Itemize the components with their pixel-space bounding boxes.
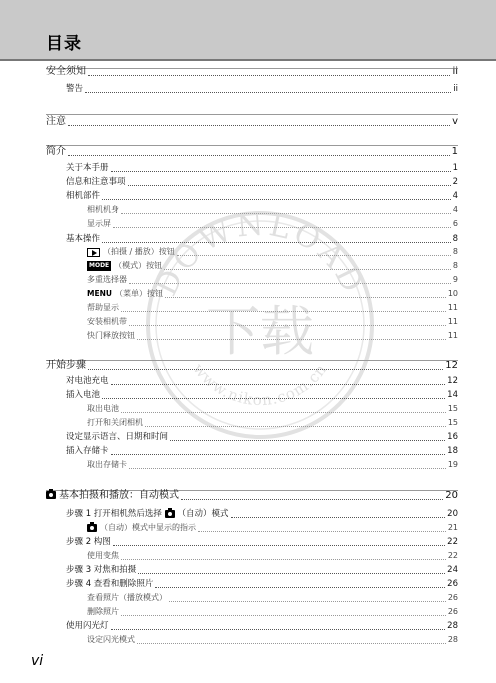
toc-page-number: 10	[447, 289, 458, 298]
toc-entry-label	[46, 360, 86, 372]
dot-leader	[129, 325, 446, 326]
toc-entry-label	[87, 459, 127, 471]
toc-entry[interactable]	[46, 66, 458, 78]
toc-entry[interactable]	[66, 536, 458, 548]
toc-entry-label	[46, 146, 66, 158]
toc-entry[interactable]	[46, 116, 458, 128]
dot-leader	[137, 339, 446, 340]
toc-entry-label	[87, 330, 135, 342]
toc-page-number: 8	[452, 247, 458, 256]
toc-entry-text: （自动）模式中显示的指示	[100, 523, 196, 532]
dot-leader	[165, 297, 446, 298]
toc-page-number: 26	[447, 593, 458, 602]
page-header	[0, 0, 496, 61]
toc-entry-text: 相机部件	[66, 191, 101, 201]
toc-page-number: 1	[452, 163, 458, 173]
toc-entry-label	[87, 218, 111, 230]
toc-page-number: 8	[452, 261, 458, 270]
toc-entry-label	[87, 417, 143, 429]
toc-entry-text: 安全须知	[46, 66, 86, 77]
toc-entry[interactable]	[66, 190, 458, 202]
toc-entry-text: 打开和关闭相机	[87, 418, 143, 427]
toc-entry[interactable]	[87, 302, 458, 314]
toc-entry[interactable]	[87, 634, 458, 646]
toc-entry[interactable]	[46, 360, 458, 372]
dot-leader	[68, 155, 450, 156]
dot-leader	[102, 242, 451, 243]
toc-entry-text: 取出电池	[87, 404, 119, 413]
watermark-center-text: 下载	[206, 300, 314, 363]
dot-leader	[111, 629, 446, 630]
toc-entry[interactable]	[66, 620, 458, 632]
toc-entry-text: 设定显示语言、日期和时间	[66, 432, 169, 442]
toc-entry-text: （拍摄 / 播放）按钮	[103, 247, 175, 256]
toc-entry-text: 使用闪光灯	[66, 621, 109, 631]
toc-entry[interactable]	[66, 162, 458, 174]
toc-entry[interactable]	[87, 417, 458, 429]
toc-entry-text: 插入电池	[66, 390, 101, 400]
dot-leader	[111, 384, 446, 385]
toc-entry-label	[87, 403, 119, 415]
toc-page-number: 2	[452, 177, 458, 187]
toc-entry-label	[87, 550, 119, 562]
toc-page-number: 21	[447, 523, 458, 532]
toc-entry-label	[87, 260, 162, 272]
toc-entry-text: 步骤 1 打开相机然后选择	[66, 509, 162, 519]
toc-entry-label	[87, 606, 119, 618]
toc-entry-text: 多重选择器	[87, 275, 127, 284]
dot-leader	[128, 185, 451, 186]
dot-leader	[129, 468, 446, 469]
toc-entry-text: 帮助显示	[87, 303, 119, 312]
toc-page-number: 16	[447, 432, 458, 442]
toc-page-number: 11	[447, 303, 458, 312]
dot-leader	[129, 283, 451, 284]
page-folio: vi	[31, 653, 44, 669]
toc-entry-text: 步骤 4 查看和删除照片	[66, 579, 154, 589]
toc-entry[interactable]	[66, 233, 458, 245]
toc-entry[interactable]	[87, 606, 458, 618]
toc-entry-label	[87, 634, 135, 646]
toc-entry-text: 步骤 2 构图	[66, 537, 111, 547]
toc-entry-text: 基本拍摄和播放：自动模式	[59, 490, 179, 501]
toc-entry-text: 删除照片	[87, 607, 119, 616]
dot-leader	[102, 398, 445, 399]
toc-entry-label	[66, 445, 109, 457]
toc-entry-label	[66, 578, 153, 590]
toc-entry-label	[66, 83, 83, 95]
dot-leader	[111, 454, 446, 455]
toc-entry-suffix: （自动）模式	[177, 509, 229, 519]
dot-leader	[121, 311, 446, 312]
toc-entry-label	[66, 620, 109, 632]
toc-entry-text: 开始步骤	[46, 360, 86, 371]
toc-entry-label	[87, 302, 119, 314]
mode-icon: MODE	[89, 262, 110, 269]
toc-page-number: 12	[447, 376, 458, 386]
toc-entry[interactable]	[66, 389, 458, 401]
toc-entry-label	[66, 190, 100, 202]
toc-page-number: 6	[452, 219, 458, 228]
toc-entry-text: （菜单）按钮	[114, 289, 163, 298]
toc-entry[interactable]	[87, 260, 458, 272]
toc-entry[interactable]	[46, 490, 458, 502]
toc-page-number: 18	[447, 446, 458, 456]
dot-leader	[88, 75, 450, 76]
toc-entry-label	[66, 375, 109, 387]
toc-page-number: 9	[452, 275, 458, 284]
toc-page-number: 22	[447, 551, 458, 560]
toc-page-number: 19	[447, 460, 458, 469]
dot-leader	[102, 199, 451, 200]
toc-page-number: 26	[447, 579, 458, 589]
dot-leader	[68, 125, 450, 126]
toc-entry-label	[46, 116, 66, 128]
dot-leader	[155, 587, 445, 588]
toc-entry[interactable]	[87, 522, 458, 534]
toc-entry[interactable]	[66, 578, 458, 590]
toc-entry[interactable]	[87, 246, 458, 258]
dot-leader	[121, 412, 446, 413]
toc-entry[interactable]	[66, 375, 458, 387]
camera-icon	[165, 510, 175, 518]
dot-leader	[145, 426, 446, 427]
dot-leader	[181, 499, 443, 500]
dot-leader	[137, 643, 446, 644]
toc-page-number: 11	[447, 331, 458, 340]
toc-page-number: 24	[447, 565, 458, 575]
toc-entry-label	[46, 490, 179, 502]
toc-entry[interactable]	[66, 176, 458, 188]
toc-entry-text: 显示屏	[87, 219, 111, 228]
toc-entry-text: 步骤 3 对焦和拍摄	[66, 565, 137, 575]
toc-page-number: 14	[447, 390, 458, 400]
toc-page-number: 20	[445, 490, 458, 501]
toc-entry[interactable]	[46, 146, 458, 158]
toc-entry-label	[66, 564, 136, 576]
camera-icon	[87, 524, 97, 532]
toc-entry-label	[87, 204, 119, 216]
toc-page-number: ii	[452, 66, 458, 77]
toc-entry-text: 取出存储卡	[87, 460, 127, 469]
dot-leader	[169, 601, 446, 602]
dot-leader	[121, 615, 446, 616]
toc-entry-text: 插入存储卡	[66, 446, 109, 456]
toc-entry-text: （模式）按钮	[114, 261, 163, 270]
toc-page-number: 8	[452, 234, 458, 244]
toc-entry-label	[46, 66, 86, 78]
dot-leader	[88, 369, 443, 370]
toc-page-number: 22	[447, 537, 458, 547]
toc-entry-text: 快门释放按钮	[87, 331, 135, 340]
toc-page-number: 20	[447, 509, 458, 519]
toc-entry-text: 警告	[66, 84, 84, 94]
toc-entry-text: 注意	[46, 116, 66, 127]
dot-leader	[231, 517, 446, 518]
play-icon	[87, 248, 100, 257]
dot-leader	[177, 255, 451, 256]
toc-entry-text: 使用变焦	[87, 551, 119, 560]
toc-entry-text: 相机机身	[87, 205, 119, 214]
menu-icon: MENU	[87, 289, 112, 298]
toc-entry[interactable]	[66, 431, 458, 443]
toc-entry-text: 查看照片（播放模式）	[87, 593, 167, 602]
toc-entry-label	[87, 592, 167, 604]
toc-entry-text: 信息和注意事项	[66, 177, 126, 187]
toc-entry-label	[66, 508, 229, 520]
dot-leader	[121, 213, 451, 214]
toc-page-number: 11	[447, 317, 458, 326]
toc-page-number: 15	[447, 418, 458, 427]
watermark-bottom-text: www.nikon.com.cn	[189, 360, 331, 410]
toc-entry[interactable]	[87, 274, 458, 286]
toc-entry[interactable]	[87, 592, 458, 604]
dot-leader	[113, 545, 445, 546]
toc-entry[interactable]	[87, 218, 458, 230]
section-divider	[46, 114, 458, 115]
dot-leader	[198, 531, 446, 532]
toc-entry-text: 设定闪光模式	[87, 635, 135, 644]
camera-icon	[46, 491, 56, 499]
toc-entry-label	[66, 176, 126, 188]
toc-entry[interactable]	[87, 459, 458, 471]
toc-entry-text: 简介	[46, 146, 66, 157]
toc-entry-label	[66, 431, 168, 443]
toc-page-number: 28	[447, 635, 458, 644]
dot-leader	[170, 440, 445, 441]
toc-entry-text: 基本操作	[66, 234, 101, 244]
toc-entry[interactable]	[66, 564, 458, 576]
toc-entry[interactable]	[87, 403, 458, 415]
toc-page-number: v	[452, 116, 458, 127]
toc-entry-label	[66, 536, 111, 548]
toc-page-number: 28	[447, 621, 458, 631]
toc-entry-label	[66, 162, 109, 174]
toc-entry-label	[87, 288, 163, 300]
dot-leader	[121, 559, 446, 560]
toc-page-number: 4	[452, 205, 458, 214]
toc-page-number: 4	[452, 191, 458, 201]
toc-entry[interactable]	[87, 204, 458, 216]
dot-leader	[138, 573, 445, 574]
toc-entry[interactable]	[87, 316, 458, 328]
toc-entry[interactable]	[66, 445, 458, 457]
toc-entry[interactable]	[66, 508, 458, 520]
toc-entry-label	[87, 274, 127, 286]
toc-entry[interactable]	[66, 83, 458, 95]
dot-leader	[164, 269, 451, 270]
toc-entry-text: 关于本手册	[66, 163, 109, 173]
dot-leader	[85, 92, 451, 93]
watermark-top-text: DOWNLOAD	[148, 207, 372, 302]
dot-leader	[111, 171, 451, 172]
toc-entry[interactable]	[87, 550, 458, 562]
toc-page-number: 12	[445, 360, 458, 371]
toc-entry-label	[87, 246, 175, 258]
toc-page-number: 26	[447, 607, 458, 616]
toc-entry-label	[87, 522, 196, 534]
toc-entry[interactable]	[87, 330, 458, 342]
toc-entry-label	[66, 389, 100, 401]
toc-entry-label	[87, 316, 127, 328]
page-title: 目录	[46, 34, 82, 54]
dot-leader	[113, 227, 451, 228]
toc-page-number: ii	[453, 84, 458, 94]
toc-entry[interactable]	[87, 288, 458, 300]
toc-page-number: 1	[451, 146, 458, 157]
toc-entry-text: 对电池充电	[66, 376, 109, 386]
toc-page-number: 15	[447, 404, 458, 413]
toc-entry-label	[66, 233, 100, 245]
toc-entry-text: 安装相机带	[87, 317, 127, 326]
